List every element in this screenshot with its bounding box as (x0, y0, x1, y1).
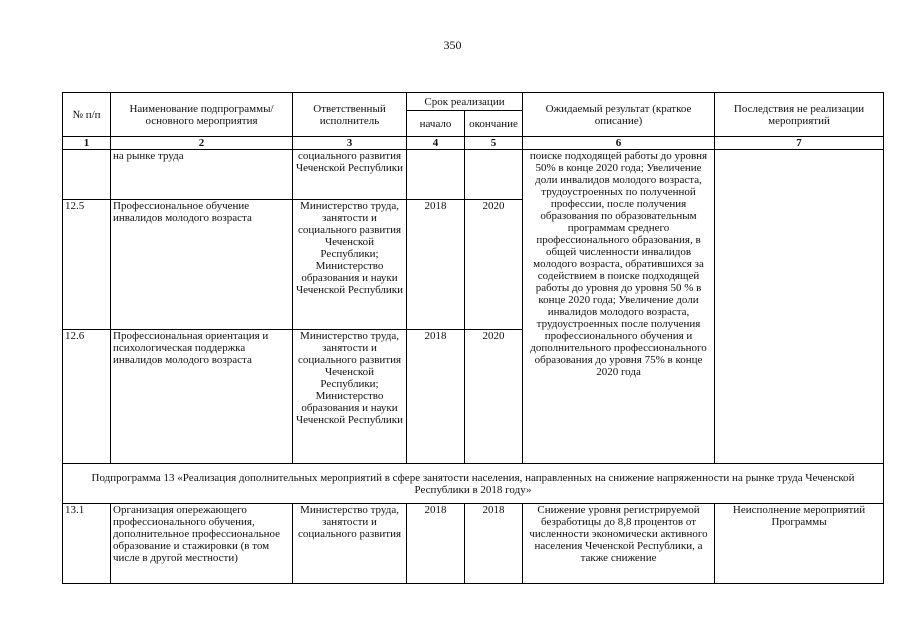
header-end: окончание (465, 111, 523, 137)
row-responsible: социального развития Чеченской Республики (293, 150, 407, 200)
table-row (63, 150, 884, 200)
table-row (63, 504, 884, 584)
page-number: 350 (443, 38, 462, 52)
row-end: 2020 (465, 200, 523, 330)
header-consequence: Последствия не реализации мероприятий (715, 93, 884, 137)
header-num: № п/п (63, 93, 111, 137)
row-name: на рынке труда (111, 150, 293, 200)
header-name: Наименование подпрограммы/ основного мероприятия (111, 93, 293, 137)
col-number: 5 (465, 137, 523, 150)
col-number: 7 (715, 137, 884, 150)
subprogram-row (63, 464, 884, 504)
row-end (465, 150, 523, 200)
row-end: 2018 (465, 504, 523, 584)
row-num: 12.5 (63, 200, 111, 330)
row-result: Снижение уровня регистрируемой безработицы до 8,8 процентов от численности экономически активного населения Чеченской Республики, а также снижение (523, 504, 715, 584)
subprogram-title: Подпрограмма 13 «Реализация дополнительных мероприятий в сфере занятости населения, направленных на снижение напряженности на рынке труда Чеченской Республики в 2018 году» (63, 464, 884, 504)
row-consequence: Неисполнение мероприятий Программы (715, 504, 884, 584)
header-start: начало (407, 111, 465, 137)
row-responsible: Министерство труда, занятости и социального развития Чеченской Республики; Министерство образования и науки Чеченской Республики (293, 200, 407, 330)
row-name: Профессиональная ориентация и психологическая поддержка инвалидов молодого возраста (111, 330, 293, 464)
row-start (407, 150, 465, 200)
header-responsible: Ответственный исполнитель (293, 93, 407, 137)
result-block: поиске подходящей работы до уровня 50% в конце 2020 года; Увеличение доли инвалидов молодого возраста, трудоустроенных по полученной профессии, после получения образования по образовательным программам среднего профессионального образования, в общей численности инвалидов молодого возраста, обратившихся за содействием в поиске подходящей работы до уровня до уровня 50 % в конце 2020 года; Увеличение доли инвалидов молодого возраста, трудоустроенных после получения профессионального обучения и дополнительного профессионального образования до уровня 75% в конце 2020 года (523, 150, 715, 464)
col-number: 1 (63, 137, 111, 150)
program-table (62, 92, 884, 584)
row-num: 13.1 (63, 504, 111, 584)
row-name: Организация опережающего профессионального обучения, дополнительное профессиональное образование и стажировки (в том числе в другой местности) (111, 504, 293, 584)
header-result: Ожидаемый результат (краткое описание) (523, 93, 715, 137)
consequence-cell (715, 150, 884, 464)
header-term: Срок реализации (407, 93, 523, 111)
row-start: 2018 (407, 504, 465, 584)
row-responsible: Министерство труда, занятости и социального развития Чеченской Республики; Министерство образования и науки Чеченской Республики (293, 330, 407, 464)
col-number: 4 (407, 137, 465, 150)
row-num (63, 150, 111, 200)
row-name: Профессиональное обучение инвалидов молодого возраста (111, 200, 293, 330)
row-start: 2018 (407, 330, 465, 464)
row-responsible: Министерство труда, занятости и социального развития (293, 504, 407, 584)
col-number: 3 (293, 137, 407, 150)
row-start: 2018 (407, 200, 465, 330)
col-number: 2 (111, 137, 293, 150)
row-end: 2020 (465, 330, 523, 464)
col-number: 6 (523, 137, 715, 150)
row-num: 12.6 (63, 330, 111, 464)
